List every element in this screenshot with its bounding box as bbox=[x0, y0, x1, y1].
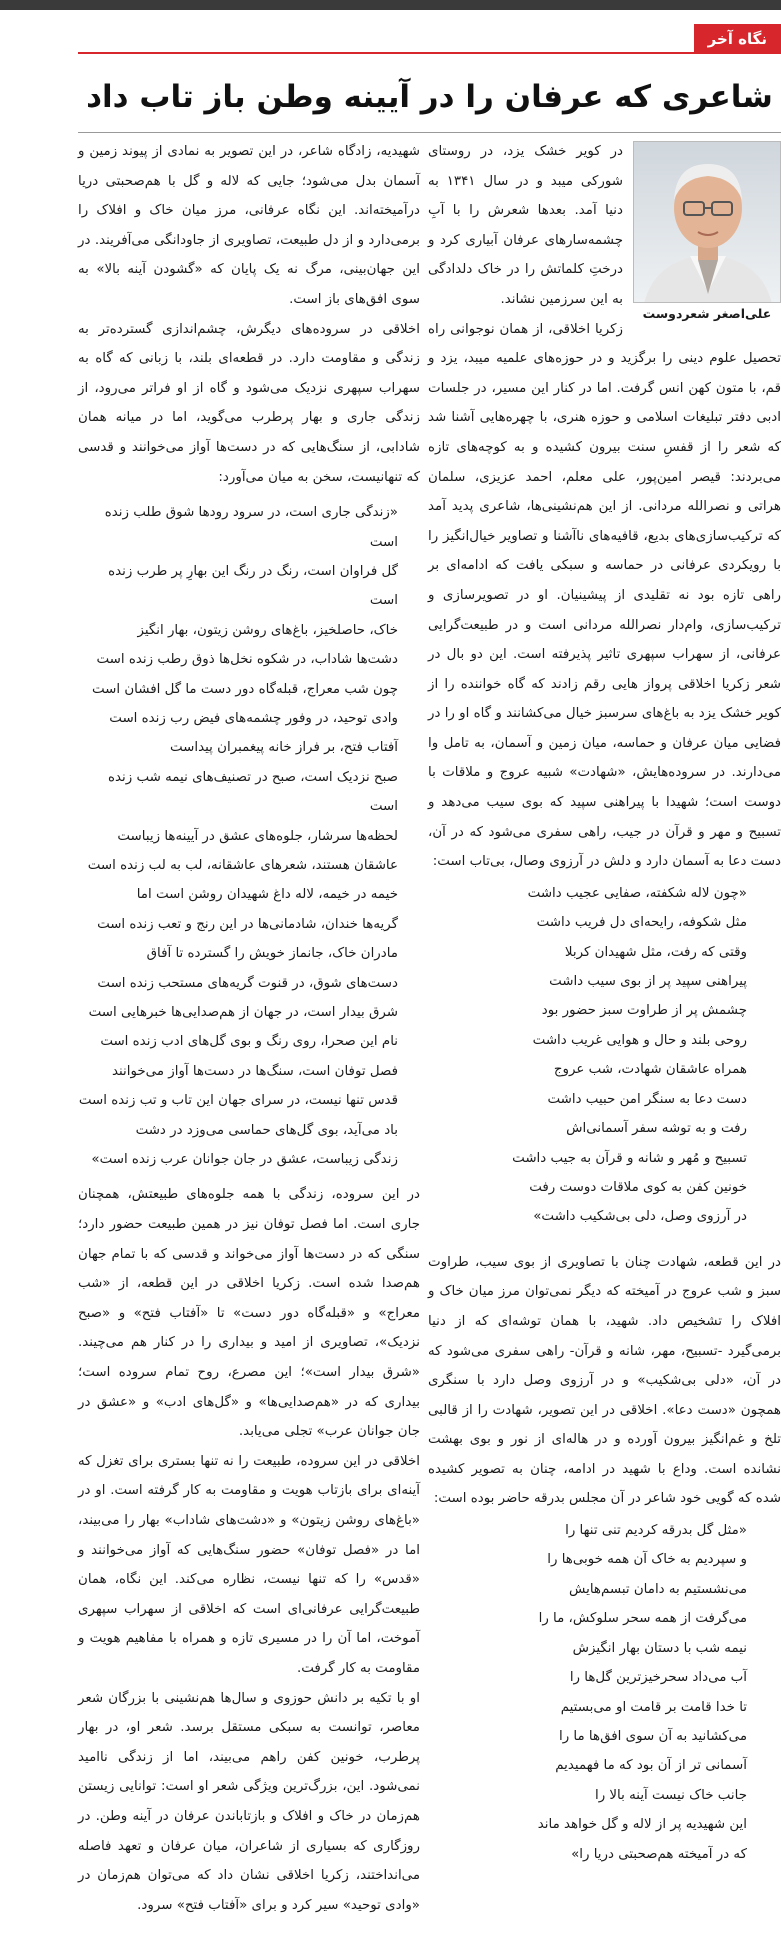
headline-rule bbox=[78, 132, 781, 133]
poem-line: گریه‌ها خندان، شادمانی‌ها در این رنج و تعب زنده است bbox=[97, 916, 398, 932]
poem-line: صبح نزدیک است، صبح در تصنیف‌های نیمه شب زنده است bbox=[108, 769, 398, 815]
poem-line: می‌گرفت از همه سحر سلوکش، ما را bbox=[538, 1611, 747, 1627]
poem-line: فصل توفان است، سنگ‌ها در دست‌ها آواز می‌خوانند bbox=[111, 1063, 398, 1079]
poem-line: خیمه در خیمه، لاله داغ شهیدان روشن است اما bbox=[136, 887, 398, 903]
paragraph: اخلاقی در سروده‌های دیگرش، چشم‌اندازی گسترده‌تر به زندگی و مقاومت دارد. در قطعه‌ای بلند، با زبانی که گاه به سهراب سپهری نزدیک می‌شود و گاه از او فراتر می‌رود، از زندگی جاری و بهار پرطرب می‌گوید، اما در میانه همان شادابی، از سنگ‌هایی که در دست‌ها آواز می‌خوانند و قدسی که تنهانیست، سخن به میان می‌آورد: bbox=[78, 321, 420, 485]
poem-line: رفت و به توشه سفر آسمانی‌اش bbox=[566, 1121, 747, 1137]
poem-line: تسبیح و مُهر و شانه و قرآن به جیب داشت bbox=[512, 1150, 747, 1166]
poem-line: خونین کفن به کوی ملاقات دوست رفت bbox=[529, 1179, 747, 1195]
poem-line: چشمش پر از طراوت سبز حضور بود bbox=[541, 1003, 747, 1019]
section-header bbox=[78, 24, 781, 54]
author-name: علی‌اصغر شعردوست bbox=[642, 306, 772, 321]
poem-line: همراه عاشقان شهادت، شب عروج bbox=[553, 1062, 747, 1078]
article-column-right bbox=[428, 137, 781, 1871]
poem-line: باد می‌آید، بوی گل‌های حماسی می‌وزد در دشت bbox=[135, 1122, 398, 1138]
paragraph: او با تکیه بر دانش حوزوی و سال‌ها هم‌نشینی با بزرگان شعر معاصر، توانست به سبکی مستقل برسد. شعر او، در بهار پرطرب، خونین کفن راهم می‌بیند، اما از زندگی ناامید نمی‌شود. این، بزرگ‌ترین ویژگی شعر او است: توانایی زیستن هم‌زمان در خاک و افلاک و بازتاباندن عرفان در آینه وطن. در روزگاری که بسیاری از شاعران، میان عرفان و تعهد فاصله می‌انداختند، زکریا اخلاقی نشان داد که می‌توان هم‌زمان در «وادی توحید» سیر کرد و برای «آفتاب فتح» سرود. bbox=[78, 1690, 420, 1913]
poem-line: در آرزوی وصل، دلی بی‌شکیب داشت» bbox=[533, 1209, 747, 1225]
poem-line: دشت‌ها شاداب، در شکوه نخل‌ها ذوق رطب زنده است bbox=[96, 652, 398, 668]
poem-line: خاک، حاصلخیز، باغ‌های روشن زیتون، بهار انگیز bbox=[137, 622, 398, 638]
poem-line: عاشقان هستند، شعرهای عاشقانه، لب به لب زنده است bbox=[87, 858, 398, 873]
portrait-image bbox=[634, 142, 781, 303]
paragraph: در این سروده، زندگی با همه جلوه‌های طبیعتش، همچنان جاری است. اما فصل توفان نیز در همین طبیعت حضور دارد؛ سنگی که در دست‌ها آواز می‌خواند و قدسی که با تمام جهان هم‌صدا شده است. زکریا اخلاقی در این قطعه، از «شب معراج» و «قبله‌گاه دور دست» تا «آفتاب فتح» و «صبح نزدیک»، تصاویری از امید و بیداری را در کنار هم می‌چیند. «شرق بیدار است»؛ این مصرع، روح تمام سروده است؛ بیداری که در «هم‌صدایی‌ها» و «گل‌های ادب» و «عشق در جان جوانان عرب» تجلی می‌یابد. bbox=[78, 1187, 420, 1440]
headline: شاعری که عرفان را در آیینه وطن باز تاب داد bbox=[86, 79, 773, 115]
poem-line: مادران خاک، جانماز خویش را گسترده تا آفاق bbox=[146, 946, 398, 962]
paragraph: اخلاقی در این سروده، طبیعت را نه تنها بستری برای تغزل که آینه‌ای برای بازتاب هویت و مقاومت به کار گرفته است. او در «باغ‌های روشن زیتون» و «دشت‌های شاداب» بهار را می‌بیند، اما در «فصل توفان» حضور سنگ‌هایی که آواز می‌خوانند و «قدس» را که تنها نیست، نظاره می‌کند. این نگاه، همان طبیعت‌گرایی عرفانی‌ای است که اخلاقی از سهراب سپهری آموخت، اما آن را در مسیری تازه و همراه با مفاهیم هویت و مقاومت به کار گرفت. bbox=[78, 1453, 420, 1676]
author-photo bbox=[633, 141, 781, 303]
poem-line: «مثل گل بدرقه کردیم تنی تنها را bbox=[565, 1523, 747, 1539]
poem-line: «چون لاله شکفته، صفایی عجیب داشت bbox=[527, 885, 747, 901]
poem-line: شرق بیدار است، در جهان از هم‌صدایی‌ها خبرهایی است bbox=[88, 1005, 398, 1021]
poem-line: جانب خاک نیست آینه بالا را bbox=[594, 1787, 747, 1803]
poem-line: گل فراوان است، رنگ در رنگ این بهارِ پر طرب زنده است bbox=[108, 563, 398, 609]
poem-line: می‌نشستیم به دامان تبسم‌هایش bbox=[569, 1581, 747, 1597]
poem-line: دست‌های شوق، در قنوت گریه‌های مستحب زنده است bbox=[97, 975, 398, 991]
paragraph: در این قطعه، شهادت چنان با تصاویری از بوی سیب، طراوت سبز و شب عروج در آمیخته که دیگر نمی‌توان مرز میان خاک و افلاک را تشخیص داد. شهید، با همان توشه‌ای که از دنیا برمی‌گیرد -تسبیح، مهر، شانه و قرآن- راهی سفری می‌شود که در آن، «دلی بی‌شکیب» و در آرزوی وصل دارد با سنگری همچون «دست دعا». اخلاقی در این تصویر، شهادت را از قالبی تلخ و غم‌انگیز بیرون آورده و در هاله‌ای از نور و بوی بهشت نشانده است. وداع با شهید در ادامه، چنان به تصویر کشیده شده که گویی خود شاعر در آن مجلس بدرقه حاضر بوده است: bbox=[428, 1254, 781, 1507]
poem-line: نام این صحرا، روی رنگ و بوی گل‌های ادب زنده است bbox=[100, 1034, 398, 1050]
poem-line: «زندگی جاری است، در سرود رودها شوق طلب زنده است bbox=[104, 505, 398, 550]
poem-life bbox=[78, 498, 398, 1174]
poem-line: آسمانی تر از آن بود که ما فهمیدیم bbox=[555, 1758, 747, 1774]
poem-line: آفتاب فتح، بر فراز خانه پیغمبران پیداست bbox=[170, 740, 398, 756]
poem-line: نیمه شب با دستان بهار انگیزش bbox=[572, 1640, 747, 1656]
article-column-left bbox=[78, 137, 420, 1920]
paragraph: شهیدیه، زادگاه شاعر، در این تصویر به نمادی از پیوند زمین و آسمان بدل می‌شود؛ جایی که لاله و گل با هم‌صحبتی دریا درآمیخته‌اند. این نگاه عرفانی، مرز میان خاک و افلاک را برمی‌دارد و از دل طبیعت، تصاویری از جاودانگی می‌آفریند. در این جهان‌بینی، مرگ نه یک پایان که «گشودن آینه بالا» به سوی افق‌های باز است. bbox=[78, 144, 420, 307]
poem-line: و سپردیم به خاک آن همه خوبی‌ها را bbox=[547, 1552, 747, 1568]
spacer bbox=[428, 1234, 781, 1248]
author-box bbox=[633, 141, 781, 325]
poem-line: که در آمیخته هم‌صحبتی دریا را» bbox=[571, 1846, 747, 1862]
poem-line: می‌کشانید به آن سوی افق‌ها ما را bbox=[558, 1728, 747, 1744]
poem-line: لحظه‌ها سرشار، جلوه‌های عشق در آیینه‌ها زیباست bbox=[117, 828, 398, 844]
poem-line: وقتی که رفت، مثل شهیدان کربلا bbox=[564, 944, 747, 960]
section-divider bbox=[78, 52, 781, 54]
poem-line: روحی بلند و حال و هوایی غریب داشت bbox=[532, 1032, 747, 1048]
poem-line: تا خدا قامت بر قامت او می‌بستیم bbox=[560, 1699, 747, 1715]
poem-line: دست دعا به سنگر امن حبیب داشت bbox=[547, 1091, 747, 1107]
poem-line: این شهیدیه پر از لاله و گل خواهد ماند bbox=[537, 1817, 747, 1833]
top-bar bbox=[0, 0, 781, 10]
poem-line: مثل شکوفه، رایحه‌ای دل فریب داشت bbox=[536, 915, 747, 931]
poem-line: قدس تنها نیست، در سرای جهان این تاب و تب زنده است bbox=[78, 1093, 398, 1109]
poem-shahadat bbox=[428, 879, 747, 1232]
poem-farewell bbox=[428, 1516, 747, 1869]
intro-paragraph: در کویر خشک یزد، در روستای شورکی میبد و در سال ۱۳۴۱ به دنیا آمد. بعدها شعرش را با آبِ چشمه‌سارهای عرفان آبیاری کرد و درختِ کلماتش را در خاک دلدادگی به این سرزمین نشاند. bbox=[428, 144, 623, 307]
paragraph: زکریا اخلاقی، از همان نوجوانی راه تحصیل علوم دینی را برگزید و در حوزه‌های علمیه میبد، یزد و قم، با متون کهن انس گرفت. اما در کنار این مسیر، در جلسات ادبی دفتر تبلیغات اسلامی و حوزه هنری، با چهره‌هایی آشنا شد که شعر را از قفسِ سنت بیرون کشیده و به کوچه‌های تازه می‌بردند: قیصر امین‌پور، علی معلم، احمد عزیزی، سلمان هراتی و نصرالله مردانی. از این هم‌نشینی‌ها، شاعری پدید آمد که ترکیب‌سازی‌های بدیع، قافیه‌های ناآشنا و تصاویر خیال‌انگیز را با رویکردی عرفانی در حماسه و سبکی یافت که ادامه‌ای بر راهی تازه بود نه تقلیدی از پیشینیان. او در تصویرسازی و ترکیب‌سازی، وام‌دار نصرالله مردانی است و در طبیعت‌گرایی عرفانی، از سهراب سپهری تاثیر پذیرفته است. این دو بال در شعر زکریا اخلاقی پرواز هایی رقم زادند که گاه خواننده را از کویر خشک یزد به باغ‌های سرسبز خیال می‌کشانند و گاه او را در فضایی میان عرفان و حماسه، میان زمین و آسمان، به تامل وا می‌دارند. در سروده‌هایش، «شهادت» شبیه عروج و ملاقات با دوست است؛ شهیدا با پیراهنی سپید که بوی سیب می‌دهد و تسبیح و مهر و قرآن در جیب، راهی سفری می‌شود که در آن، دست دعا به آسمان دارد و دلش در آرزوی وصال، بی‌تاب است: bbox=[428, 321, 781, 870]
poem-line: پیراهنی سپید پر از بوی سیب داشت bbox=[549, 974, 747, 990]
poem-line: وادی توحید، در وفور چشمه‌های فیض رب زنده است bbox=[109, 710, 398, 726]
poem-line: آب می‌داد سحرخیزترین گل‌ها را bbox=[569, 1670, 747, 1686]
poem-line: چون شب معراج، قبله‌گاه دور دست ما گل افشان است bbox=[91, 681, 398, 697]
section-label: نگاه آخر bbox=[694, 24, 781, 54]
poem-line: زندگی زیباست، عشق در جان جوانان عرب زنده است» bbox=[91, 1152, 398, 1168]
